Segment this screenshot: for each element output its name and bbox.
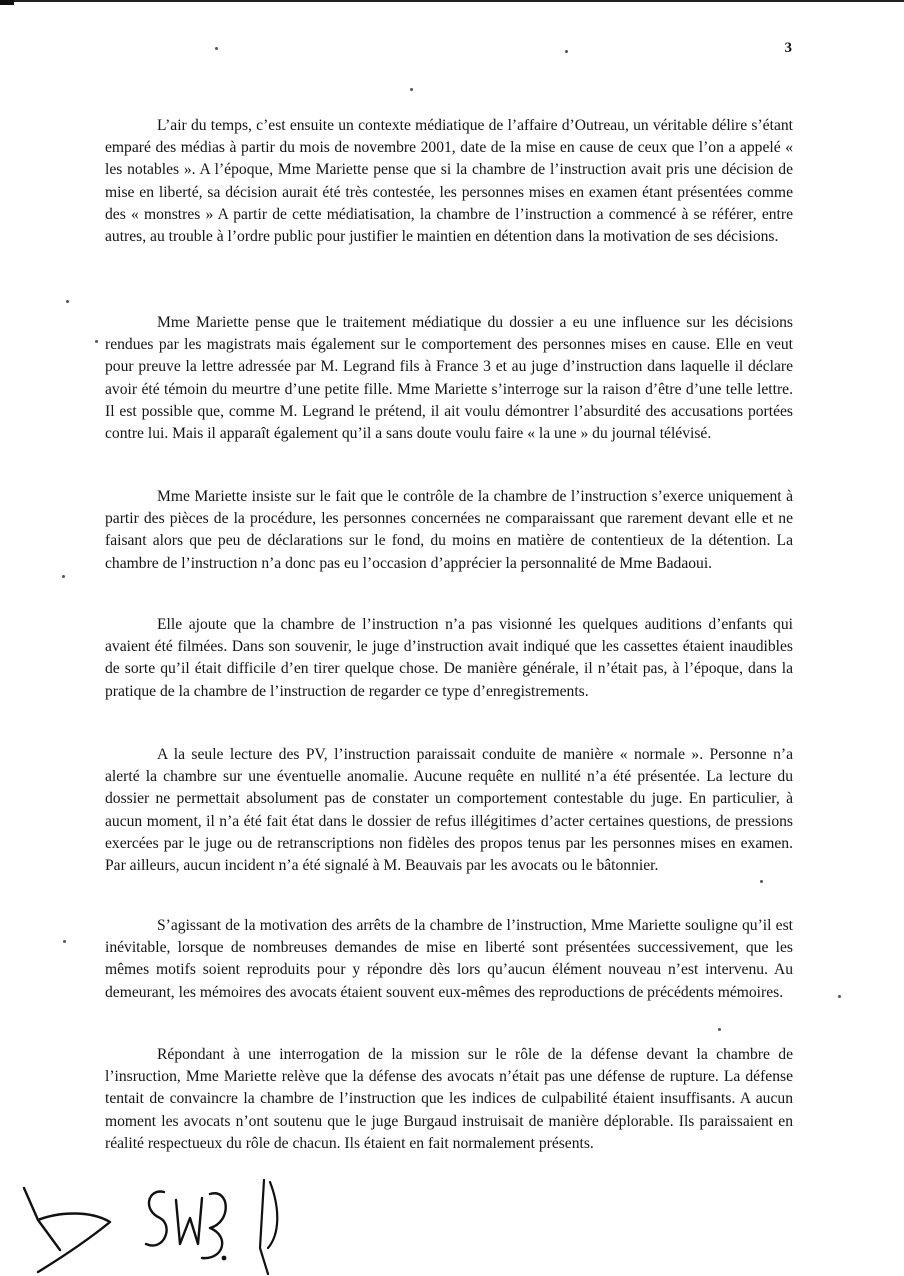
paragraph-1: L’air du temps, c’est ensuite un contexte médiatique de l’affaire d’Outreau, un véritable délire s’étant emparé des médias à partir du mois de novembre 2001, date de la mise en cause de ceux que l’on a appelé « les notables ». A l’époque, Mme Mariette pense que si la chambre de l’instruction avait pris une décision de mise en liberté, sa décision aurait été très contestée, les personnes mises en examen étant présentées comme des « monstres » A partir de cette médiatisation, la chambre de l’instruction a commencé à se référer, entre autres, au trouble à l’ordre public pour justifier le maintien en détention dans la motivation de ses décisions. <box>105 117 793 246</box>
paragraph-6: S’agissant de la motivation des arrêts de la chambre de l’instruction, Mme Mariette souligne qu’il est inévitable, lorsque de nombreuses demandes de mise en liberté sont présentées successivement, que les mêmes motifs soient reproduits pour y répondre dès lors qu’aucun élément nouveau n’est intervenu. Au demeurant, les mémoires des avocats étaient souvent eux-mêmes des reproductions de précédents mémoires. <box>105 917 793 1001</box>
paragraph-7: Répondant à une interrogation de la mission sur le rôle de la défense devant la chambre de l’insruction, Mme Mariette relève que la défense des avocats n’était pas une défense de rupture. La défense tentait de convaincre la chambre de l’instruction que les indices de culpabilité étaient insuffisants. A aucun moment les avocats n’ont soutenu que le juge Burgaud instruisait de manière déplorable. Ils paraissaient en réalité respectueux du rôle de chacun. Ils étaient en fait normalement présents. <box>105 1046 793 1152</box>
scan-speck <box>410 88 413 91</box>
scan-speck <box>62 575 65 578</box>
scan-speck <box>838 995 841 998</box>
scan-speck <box>760 880 763 883</box>
paragraph-2: Mme Mariette pense que le traitement médiatique du dossier a eu une influence sur les décisions rendues par les magistrats mais également sur le comportement des personnes mises en cause. Elle en veut pour preuve la lettre adressée par M. Legrand fils à France 3 et au juge d’instruction dans laquelle il déclare avoir été témoin du meurtre d’une petite fille. Mme Mariette s’interroge sur la raison d’être d’une telle lettre. Il est possible que, comme M. Legrand le prétend, il ait voulu démontrer l’absurdité des accusations portées contre lui. Mais il apparaît également qu’il a sans doute voulu faire « la une » du journal télévisé. <box>105 314 793 443</box>
top-edge-rule <box>0 0 904 2</box>
scan-speck <box>63 940 66 943</box>
scan-speck <box>565 50 568 53</box>
signature-dot <box>222 1256 227 1261</box>
paragraph-4: Elle ajoute que la chambre de l’instruction n’a pas visionné les quelques auditions d’enfants qui avaient été filmées. Dans son souvenir, le juge d’instruction avait indiqué que les cassettes étaient inaudibles de sorte qu’il était difficile d’en tirer quelque chose. De manière générale, il n’était pas, à l’époque, dans la pratique de la chambre de l’instruction de regarder ce type d’enregistrements. <box>105 616 793 700</box>
paragraph-5: A la seule lecture des PV, l’instruction paraissait conduite de manière « normale ». Personne n’a alerté la chambre sur une éventuelle anomalie. Aucune requête en nullité n’a été présentée. La lecture du dossier ne permettait absolument pas de constater un comportement contestable du juge. En particulier, à aucun moment, il n’a été fait état dans le dossier de refus illégitimes d’acter certaines questions, de pressions exercées par le juge ou de retranscriptions non fidèles des propos tenus par les personnes mises en examen. Par ailleurs, aucun incident n’a été signalé à M. Beauvais par les avocats ou le bâtonnier. <box>105 746 793 875</box>
scan-speck <box>95 340 98 343</box>
page-number: 3 <box>784 40 792 56</box>
scan-speck <box>718 1028 721 1031</box>
signature-initials <box>146 1192 226 1259</box>
handwritten-signature <box>18 1178 318 1276</box>
scan-speck <box>215 47 218 50</box>
scan-speck <box>66 300 69 303</box>
scan-corner-mark <box>0 0 14 5</box>
signature-stroke <box>260 1180 277 1274</box>
signature-arrow-mark <box>24 1188 110 1272</box>
paragraph-3: Mme Mariette insiste sur le fait que le contrôle de la chambre de l’instruction s’exerce uniquement à partir des pièces de la procédure, les personnes concernées ne comparaissant que rarement devant elle et ne faisant alors que peu de déclarations sur le fond, du moins en matière de contentieux de la détention. La chambre de l’instruction n’a donc pas eu l’occasion d’apprécier la personnalité de Mme Badaoui. <box>105 488 793 572</box>
